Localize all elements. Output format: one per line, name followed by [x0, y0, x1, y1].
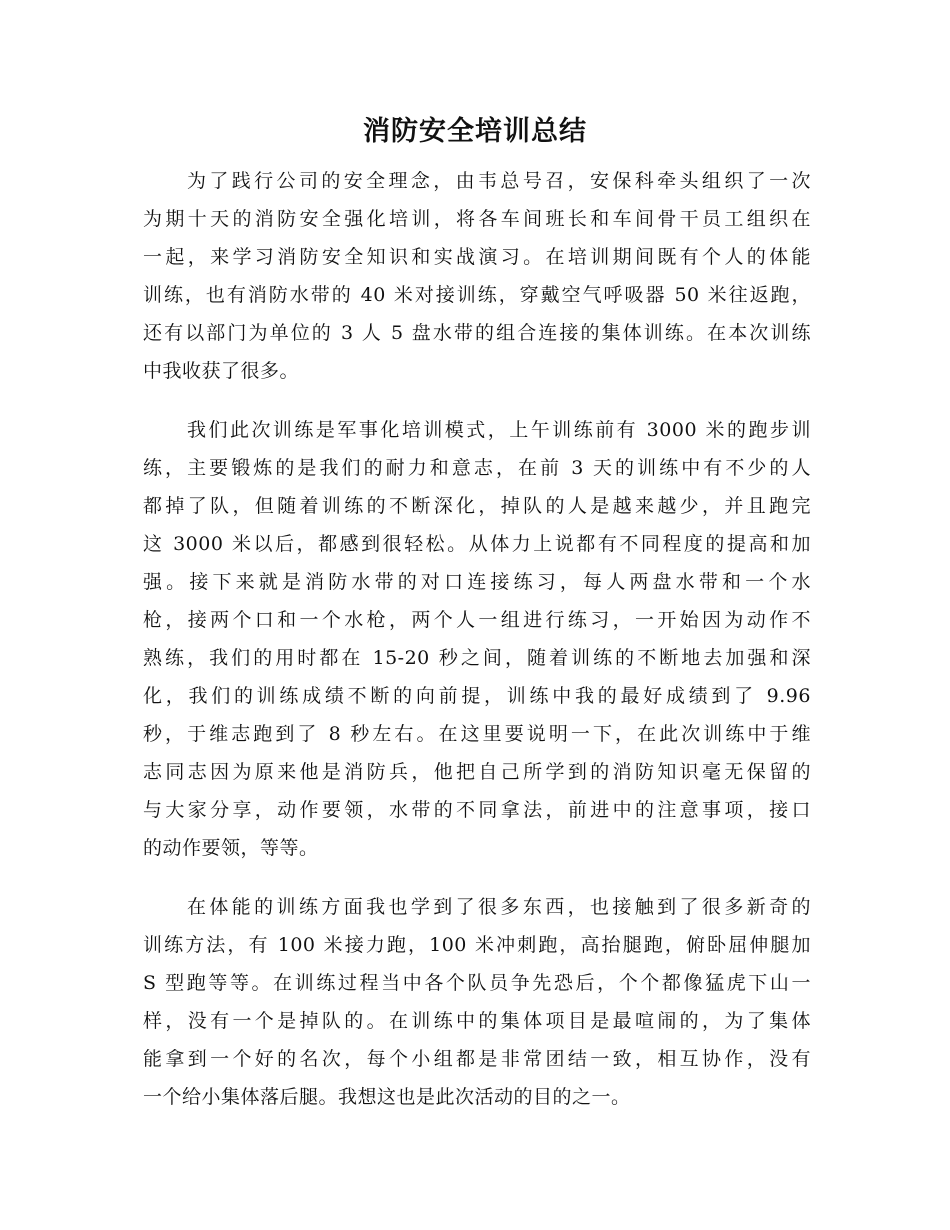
- text-line: 一起，来学习消防安全知识和实战演习。在培训期间既有个人的体能: [143, 246, 811, 268]
- document-body: [143, 162, 811, 1137]
- text-line: 都掉了队，但随着训练的不断深化，掉队的人是越来越少，并且跑完: [143, 495, 811, 517]
- text-line: 我们此次训练是军事化培训模式，上午训练前有 3000 米的跑步训: [187, 419, 811, 441]
- text-line: 枪，接两个口和一个水枪，两个人一组进行练习，一开始因为动作不: [143, 609, 811, 631]
- text-line: 一个给小集体落后腿。我想这也是此次活动的目的之一。: [143, 1086, 631, 1108]
- text-line: 的动作要领，等等。: [143, 837, 319, 859]
- text-line: 训练，也有消防水带的 40 米对接训练，穿戴空气呼吸器 50 米往返跑，: [143, 284, 811, 306]
- text-line: 为了践行公司的安全理念，由韦总号召，安保科牵头组织了一次: [187, 170, 811, 192]
- text-line: 熟练，我们的用时都在 15-20 秒之间，随着训练的不断地去加强和深: [143, 647, 811, 669]
- text-line: 样，没有一个是掉队的。在训练中的集体项目是最喧闹的，为了集体: [143, 1010, 811, 1032]
- text-line: 这 3000 米以后，都感到很轻松。从体力上说都有不同程度的提高和加: [143, 533, 811, 555]
- text-line: S 型跑等等。在训练过程当中各个队员争先恐后，个个都像猛虎下山一: [143, 972, 811, 994]
- text-line: 能拿到一个好的名次，每个小组都是非常团结一致，相互协作，没有: [143, 1048, 811, 1070]
- paragraph: [143, 888, 811, 1116]
- text-line: 中我收获了很多。: [143, 360, 300, 382]
- paragraph: [143, 411, 811, 867]
- paragraph: [143, 162, 811, 390]
- text-line: 化，我们的训练成绩不断的向前提，训练中我的最好成绩到了 9.96: [143, 685, 811, 707]
- page-title: 消防安全培训总结: [363, 116, 587, 147]
- text-line: 训练方法，有 100 米接力跑，100 米冲刺跑，高抬腿跑，俯卧屈伸腿加: [143, 934, 811, 956]
- text-line: 为期十天的消防安全强化培训，将各车间班长和车间骨干员工组织在: [143, 208, 811, 230]
- text-line: 强。接下来就是消防水带的对口连接练习，每人两盘水带和一个水: [143, 571, 811, 593]
- text-line: 还有以部门为单位的 3 人 5 盘水带的组合连接的集体训练。在本次训练: [143, 322, 811, 344]
- text-line: 在体能的训练方面我也学到了很多东西，也接触到了很多新奇的: [187, 896, 811, 918]
- text-line: 秒，于维志跑到了 8 秒左右。在这里要说明一下，在此次训练中于维: [143, 723, 811, 745]
- text-line: 志同志因为原来他是消防兵，他把自己所学到的消防知识毫无保留的: [143, 761, 811, 783]
- text-line: 练，主要锻炼的是我们的耐力和意志，在前 3 天的训练中有不少的人: [143, 457, 811, 479]
- text-line: 与大家分享，动作要领，水带的不同拿法，前进中的注意事项，接口: [143, 799, 811, 821]
